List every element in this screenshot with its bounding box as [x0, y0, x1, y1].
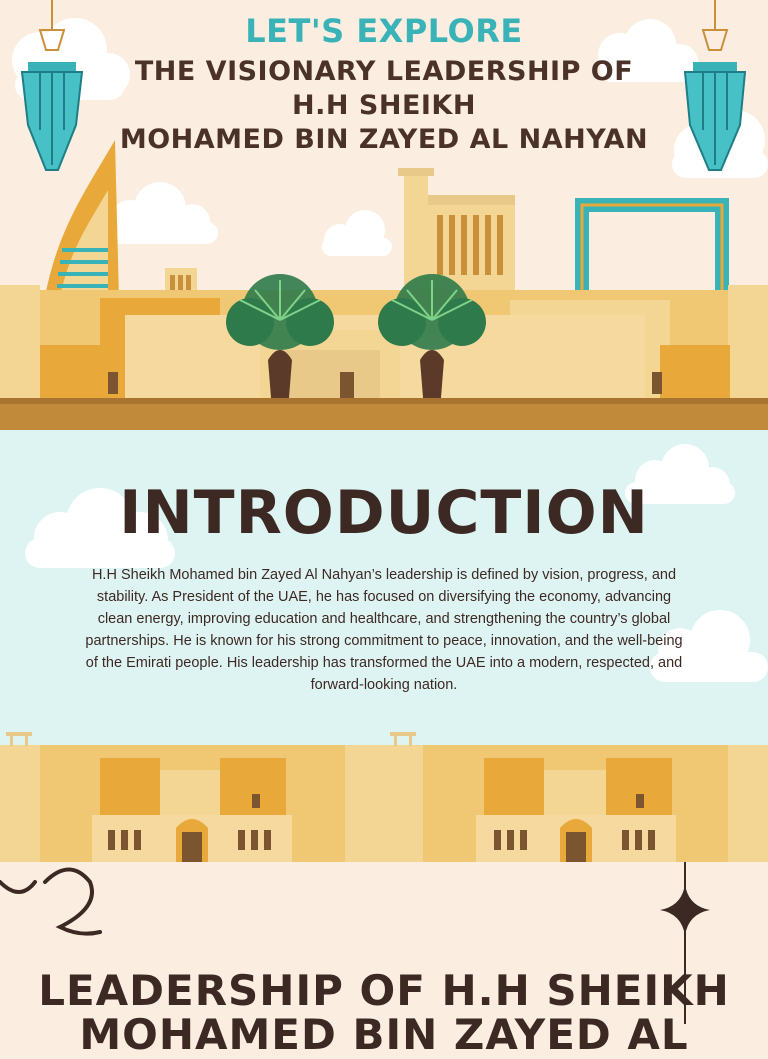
header-title-line3: MOHAMED BIN ZAYED AL NAHYAN [119, 124, 649, 155]
swirl-doodle-icon [0, 870, 100, 934]
leadership-section [0, 862, 768, 1059]
cloud-icon [322, 210, 392, 256]
header-title-line2: H.H SHEIKH [292, 90, 476, 121]
fort-skyline [0, 732, 768, 862]
header-kicker: LET'S EXPLORE [245, 12, 523, 50]
cloud-icon [108, 182, 218, 244]
introduction-body: H.H Sheikh Mohamed bin Zayed Al Nahyan’s leadership is defined by vision, progress, and stability. As President of the UAE, he has focused on diversifying the economy, advancing clean energy, improving education and healthcare, and strengthening the country’s global partnerships. He is known for his strong commitment to peace, innovation, and the well-being of the Emirati people. His leadership has transformed the UAE into a modern, respected, and forward-looking nation. [85, 567, 683, 693]
introduction-title: INTRODUCTION [119, 478, 649, 548]
introduction-section [0, 430, 768, 862]
header-section [0, 0, 768, 430]
header-title-line1: THE VISIONARY LEADERSHIP OF [134, 56, 634, 87]
leadership-title-line1: LEADERSHIP OF H.H SHEIKH [38, 966, 730, 1015]
leadership-title-line2: MOHAMED BIN ZAYED AL [79, 1010, 689, 1059]
